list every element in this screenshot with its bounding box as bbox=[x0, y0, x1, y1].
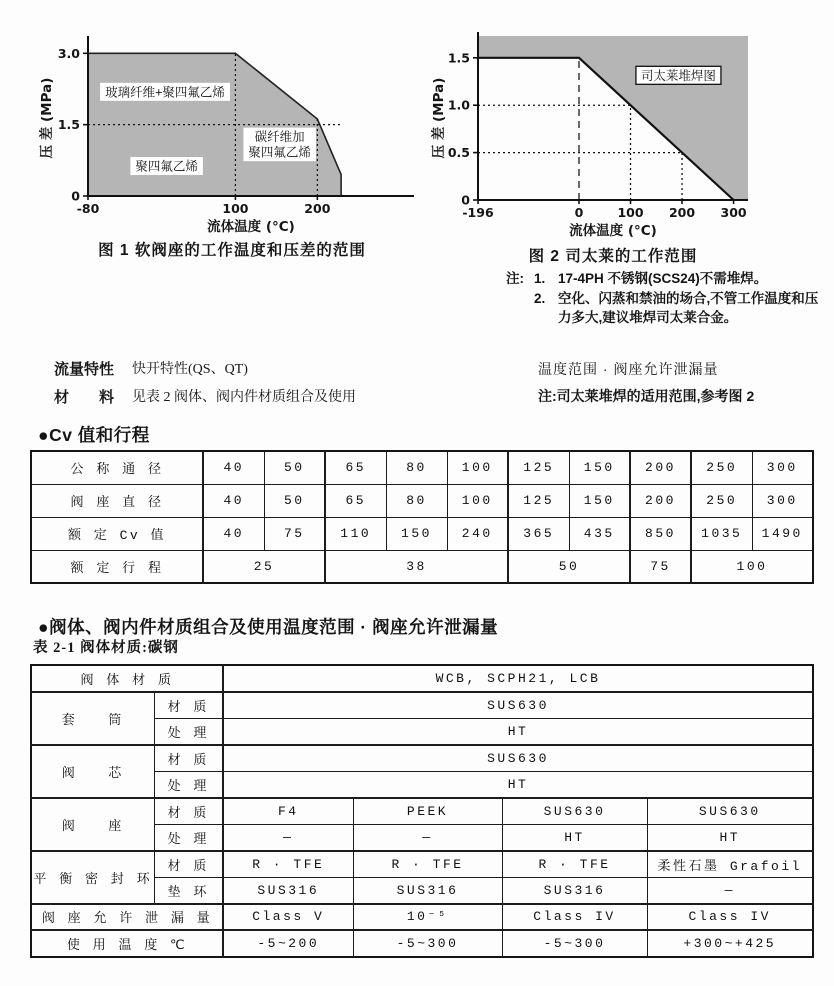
table-cell: 80 bbox=[386, 451, 447, 484]
figure1-caption: 图 1 软阀座的工作温度和压差的范围 bbox=[98, 242, 366, 259]
table-cell: Class IV bbox=[502, 904, 647, 931]
table-cell: WCB, SCPH21, LCB bbox=[223, 665, 813, 692]
table-cell: HT bbox=[223, 771, 813, 798]
table-cell: SUS630 bbox=[223, 745, 813, 772]
table-cell: 80 bbox=[386, 484, 447, 517]
table-header-cell: 阀 体 材 质 bbox=[31, 665, 223, 692]
y-axis-title: 压 差 (MPa) bbox=[39, 77, 55, 159]
table-cell: 250 bbox=[691, 451, 752, 484]
table-header-cell: 公 称 通 径 bbox=[31, 451, 203, 484]
table-header-cell: 处 理 bbox=[154, 824, 223, 851]
note-text: 17-4PH 不锈钢(SCS24)不需堆焊。 bbox=[558, 271, 768, 286]
x-tick-label: 300 bbox=[720, 205, 747, 220]
table-cell: R · TFE bbox=[223, 851, 353, 878]
table-cell: -5~300 bbox=[502, 930, 647, 957]
spec-label: 流量特性 bbox=[54, 361, 115, 378]
note-line bbox=[506, 289, 822, 328]
table-header-cell: 垫 环 bbox=[154, 877, 223, 904]
table-cell: SUS316 bbox=[353, 877, 502, 904]
table-cell: — bbox=[353, 824, 502, 851]
table-cell: 1490 bbox=[752, 517, 813, 550]
table-cell: -5~200 bbox=[223, 930, 353, 957]
table-header-cell: 阀 座 直 径 bbox=[31, 484, 203, 517]
table-cell: HT bbox=[223, 718, 813, 745]
table-cell: 110 bbox=[325, 517, 386, 550]
table-cell: F4 bbox=[223, 798, 353, 825]
chart-annotation: 碳纤维加聚四氟乙烯 bbox=[248, 130, 311, 160]
table-header-cell: 材 质 bbox=[154, 851, 223, 878]
cv-stroke-table bbox=[30, 450, 814, 584]
x-tick-label: 200 bbox=[668, 205, 696, 220]
table-cell: 200 bbox=[630, 451, 691, 484]
spec-list-left bbox=[54, 356, 356, 412]
y-tick-label: 0 bbox=[71, 188, 80, 204]
table-cell: 75 bbox=[630, 550, 691, 583]
table-cell: HT bbox=[647, 824, 813, 851]
table-cell: 50 bbox=[508, 550, 630, 583]
temperature-range-note: 温度范围 · 阀座允许泄漏量 bbox=[538, 361, 719, 377]
table-cell: 300 bbox=[752, 451, 813, 484]
figure-2 bbox=[428, 30, 764, 266]
note-text: 空化、闪蒸和禁油的场合,不管工作温度和压力多大,建议堆焊司太莱合金。 bbox=[558, 290, 819, 325]
x-axis-title: 流体温度 (°C) bbox=[569, 223, 657, 239]
table-header-cell: 阀 座 允 许 泄 漏 量 bbox=[31, 904, 223, 931]
table-cell: 150 bbox=[569, 484, 630, 517]
table-header-cell: 材 质 bbox=[154, 692, 223, 719]
spec-label: 材 料 bbox=[54, 389, 115, 406]
table-cell: Class V bbox=[223, 904, 353, 931]
table-cell: 125 bbox=[508, 484, 569, 517]
table-header-cell: 材 质 bbox=[154, 745, 223, 772]
table2-subtitle: 表 2-1 阀体材质:碳钢 bbox=[33, 640, 179, 656]
x-tick-label: 100 bbox=[617, 205, 644, 220]
spec-row-material bbox=[54, 384, 356, 412]
x-tick-label: -196 bbox=[462, 205, 494, 220]
section-heading-cv: ●Cv 值和行程 bbox=[38, 424, 150, 445]
table-cell: 150 bbox=[569, 451, 630, 484]
materials-table bbox=[30, 664, 814, 958]
table-cell: 65 bbox=[325, 484, 386, 517]
y-tick-label: 0 bbox=[461, 192, 470, 208]
table-header-cell: 额 定 行 程 bbox=[31, 550, 203, 583]
table-cell: SUS630 bbox=[647, 798, 813, 825]
x-tick-label: 0 bbox=[574, 205, 584, 220]
chart-annotation: 玻璃纤维+聚四氟乙烯 bbox=[105, 85, 225, 100]
table-cell: 150 bbox=[386, 517, 447, 550]
y-tick-label: 1.5 bbox=[57, 117, 80, 133]
table-cell: 50 bbox=[264, 451, 325, 484]
table-cell: 125 bbox=[508, 451, 569, 484]
table-header-cell: 阀 座 bbox=[31, 798, 154, 851]
y-tick-label: 0.5 bbox=[447, 145, 470, 161]
figure-1 bbox=[36, 30, 428, 260]
table-header-cell: 阀 芯 bbox=[31, 745, 154, 798]
table-cell: R · TFE bbox=[353, 851, 502, 878]
figure2-caption: 图 2 司太莱的工作范围 bbox=[528, 248, 698, 265]
table-cell: SUS316 bbox=[502, 877, 647, 904]
table-cell: 200 bbox=[630, 484, 691, 517]
table-header-cell: 额 定 Cv 值 bbox=[31, 517, 203, 550]
table-cell: 300 bbox=[752, 484, 813, 517]
section-heading-materials: ●阀体、阀内件材质组合及使用温度范围 · 阀座允许泄漏量 bbox=[38, 616, 499, 637]
table-cell: SUS630 bbox=[223, 692, 813, 719]
table-cell: — bbox=[647, 877, 813, 904]
stellite-range-note: 注:司太莱堆焊的适用范围,参考图 2 bbox=[538, 388, 755, 404]
table-header-cell: 套 筒 bbox=[31, 692, 154, 745]
table-cell: 10⁻⁵ bbox=[353, 904, 502, 931]
table-header-cell: 处 理 bbox=[154, 718, 223, 745]
table-cell: Class IV bbox=[647, 904, 813, 931]
y-tick-label: 1.0 bbox=[447, 97, 470, 113]
table-header-cell: 使 用 温 度 ℃ bbox=[31, 930, 223, 957]
note-line bbox=[506, 269, 822, 289]
stellite-notes bbox=[506, 269, 822, 328]
note-number: 1. bbox=[534, 271, 546, 286]
table-cell: 50 bbox=[264, 484, 325, 517]
data-table bbox=[30, 450, 814, 584]
table-cell: -5~300 bbox=[353, 930, 502, 957]
table-header-cell: 处 理 bbox=[154, 771, 223, 798]
spec-value: 见表 2 阀体、阀内件材质组合及使用 bbox=[132, 390, 357, 405]
figure1-chart bbox=[36, 30, 428, 236]
table-cell: R · TFE bbox=[502, 851, 647, 878]
table-cell: HT bbox=[502, 824, 647, 851]
y-tick-label: 1.5 bbox=[447, 50, 470, 66]
x-axis-title: 流体温度 (°C) bbox=[207, 219, 295, 235]
table-cell: 240 bbox=[447, 517, 508, 550]
y-axis-title: 压 差 (MPa) bbox=[431, 77, 447, 159]
table-cell: 25 bbox=[203, 550, 325, 583]
table-cell: 40 bbox=[203, 517, 264, 550]
table-cell: 65 bbox=[325, 451, 386, 484]
table-cell: +300~+425 bbox=[647, 930, 813, 957]
spec-list-right bbox=[538, 356, 754, 410]
table-cell: 850 bbox=[630, 517, 691, 550]
table-cell: 365 bbox=[508, 517, 569, 550]
x-tick-label: -80 bbox=[76, 201, 100, 216]
y-tick-label: 3.0 bbox=[57, 45, 80, 61]
spec-row-flow bbox=[54, 356, 356, 384]
spec-value: 快开特性(QS、QT) bbox=[132, 362, 248, 377]
table-cell: 38 bbox=[325, 550, 508, 583]
table-cell: 100 bbox=[447, 484, 508, 517]
table-cell: 250 bbox=[691, 484, 752, 517]
table-cell: 柔性石墨 Grafoil bbox=[647, 851, 813, 878]
table-header-cell: 材 质 bbox=[154, 798, 223, 825]
note-number: 2. bbox=[534, 290, 546, 306]
data-table bbox=[30, 664, 814, 958]
table-cell: 1035 bbox=[691, 517, 752, 550]
chart-annotation: 聚四氟乙烯 bbox=[135, 159, 198, 174]
table-cell: SUS630 bbox=[502, 798, 647, 825]
table-cell: 100 bbox=[691, 550, 813, 583]
chart-annotation: 司太莱堆焊图 bbox=[640, 68, 716, 83]
table-cell: PEEK bbox=[353, 798, 502, 825]
x-tick-label: 100 bbox=[222, 201, 249, 216]
table-cell: 435 bbox=[569, 517, 630, 550]
table-cell: — bbox=[223, 824, 353, 851]
note-prefix bbox=[506, 289, 534, 328]
table-cell: 100 bbox=[447, 451, 508, 484]
note-prefix: 注: bbox=[506, 271, 524, 286]
table-cell: 40 bbox=[203, 484, 264, 517]
table-cell: 40 bbox=[203, 451, 264, 484]
table-header-cell: 平 衡 密 封 环 bbox=[31, 851, 154, 904]
figure2-chart bbox=[428, 30, 764, 242]
table-cell: 75 bbox=[264, 517, 325, 550]
table-cell: SUS316 bbox=[223, 877, 353, 904]
x-tick-label: 200 bbox=[304, 201, 331, 216]
